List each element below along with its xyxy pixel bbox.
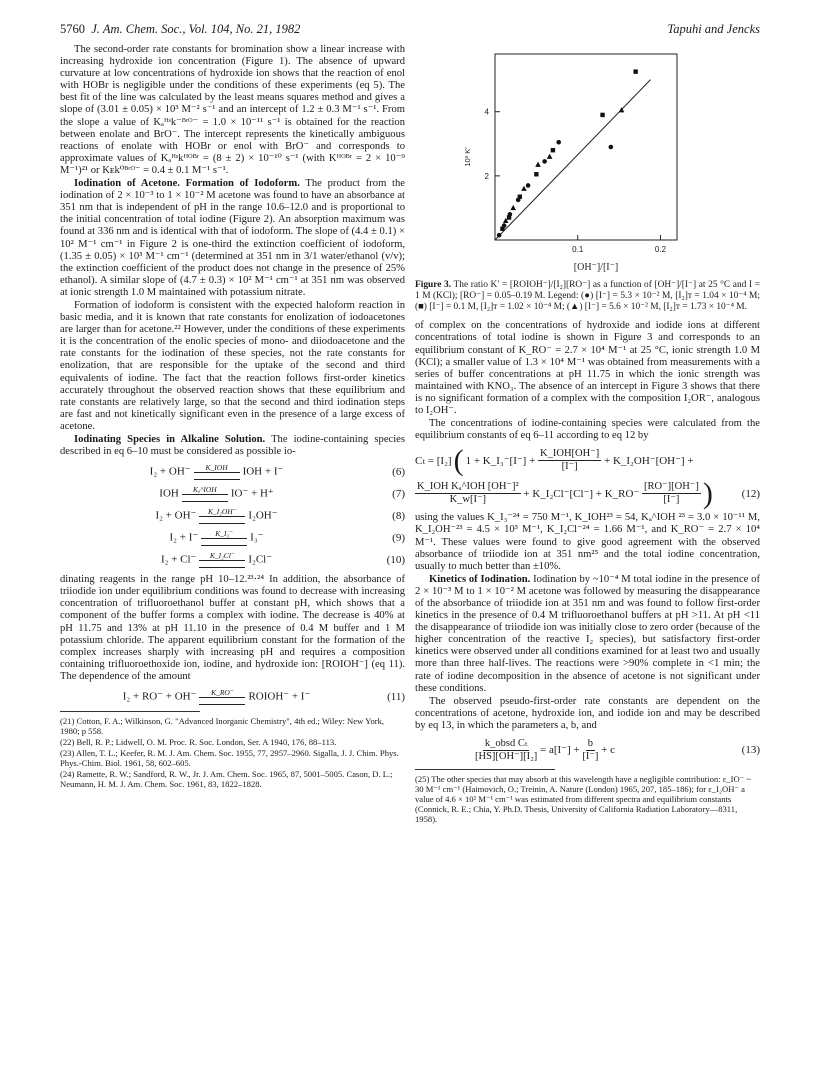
x-tick-label: 0.1	[572, 245, 584, 254]
eq-rhs: I₂Cl⁻	[248, 553, 273, 566]
data-point-square	[507, 215, 511, 219]
left-column	[60, 44, 405, 790]
figure-label: Figure 3.	[415, 280, 452, 290]
eq-lhs: IOH	[159, 487, 179, 500]
footnotes	[60, 716, 405, 789]
journal-citation: J. Am. Chem. Soc., Vol. 104, No. 21, 1982	[91, 22, 301, 36]
section-heading: Iodinating Species in Alkaline Solution.	[74, 434, 266, 445]
left-bracket: (	[453, 443, 464, 477]
equilibrium-arrow	[201, 530, 247, 546]
eq-lhs: I₂ + RO⁻ + OH⁻	[122, 690, 197, 703]
x-axis-label: [OH⁻]/[I⁻]	[573, 262, 619, 273]
footnote: (21) Cotton, F. A.; Wilkinson, G. "Advanced Inorganic Chemistry", 4th ed.; Wiley: New York, 1980; p 558.	[60, 716, 385, 737]
denominator: [HS][OH⁻][I₂]	[475, 751, 538, 763]
numerator: K_IOH[OH⁻]	[540, 448, 600, 460]
eq12-line-1	[415, 443, 760, 477]
data-point-triangle	[510, 205, 516, 210]
fraction	[475, 738, 537, 763]
paragraph-text: The product from the iodination of 2 × 10⁻³ to 1 × 10⁻² M acetone was found to have an absorbance at 351 nm that is independent of pH in the range 10.6–12.0 and is proportional to the initial concentration of total iodine (Figure 2). An absorption maximum was found at 336 nm and is identical with that of iodoform. The slope of (4.4 ± 0.1) × 10² M⁻¹ cm⁻¹ in Figure 2 is one-third the extinction coefficient of iodoform, (1.35 ± 0.05) × 10³ M⁻¹ cm⁻¹ (determined at 351 nm in 3/1 water/ethanol (v/v); the extinction coefficient of the product does not change in the presence of 25% ethanol). A similar slope of (4.7 ± 0.3) × 10² M⁻¹ cm⁻¹ at 351 nm was observed at ionic strength 1.0 M maintained with potassium nitrate.	[60, 178, 405, 298]
numerator: [RO⁻][OH⁻]	[644, 481, 699, 493]
data-point-square	[500, 227, 504, 231]
equation-12	[415, 443, 760, 510]
equation-11	[60, 689, 405, 705]
paragraph: using the values K_I₃⁻²⁴ = 750 M⁻¹, K_IOH²³ = 54, Kₐ^IOH ²³ = 3.0 × 10⁻¹¹ M, K_I₂OH⁻²³ = 4.5 × 10³ M⁻¹, K_I₂Cl⁻²⁴ = 1.66 M⁻¹, and K_RO⁻ = 2.7 × 10⁴ M⁻¹. These values were found to give good agreement with the observed absorbance of triiodide ion at 351 nm²⁵ and the total iodine concentration, usually to much better than ±10%.	[415, 512, 760, 572]
paragraph-text: The iodine-containing species described in eq 6–10 must be considered as possible io-	[60, 434, 405, 458]
fraction	[538, 448, 601, 473]
fraction	[415, 481, 521, 506]
data-point-triangle	[535, 162, 541, 167]
data-point-square	[551, 148, 555, 152]
numerator: K_IOH Kₐ^IOH [OH⁻]²	[417, 481, 519, 493]
denominator: K_w[I⁻]	[449, 494, 487, 506]
eq-term: 1 + K_I₃⁻[I⁻] +	[465, 454, 536, 467]
figure-caption	[415, 280, 760, 312]
footnote-rule	[60, 711, 200, 712]
fraction	[642, 481, 701, 506]
right-bracket: )	[702, 476, 713, 510]
equilibrium-arrow	[199, 508, 245, 524]
footnotes	[415, 774, 760, 824]
eq-term: + K_I₂Cl⁻[Cl⁻] + K_RO⁻	[523, 487, 640, 500]
equation-9	[60, 530, 405, 546]
eq-constant: K_IOH	[205, 463, 228, 473]
eq-number: (9)	[392, 532, 405, 545]
y-tick-label: 2	[484, 171, 489, 181]
eq-number: (6)	[392, 466, 405, 479]
paragraph: The second-order rate constants for bromination show a linear increase with increasing hydroxide ion concentration (Figure 1). The absence of upward curvature at low concentrations of hydroxide ion shows that the reaction of enol with HOBr is negligible under the conditions of these experiments (eq 5). The best fit of the line was calculated by the least means squares method and gives a slope of (3.01 ± 0.05) × 10³ M⁻² s⁻¹ and an intercept of 1.2 ± 0.3 M⁻¹ s⁻¹. From the slope a value of Kₐᴴˢk⁻ᴮʳᴼ⁻ = 1.0 × 10⁻¹¹ s⁻¹ is obtained for the reaction between enolate and BrO⁻. The intercept represents the kinetically ambiguous reactions of enolate with HOBr or enol with BrO⁻ and corresponds to approximate values of Kₐᴴˢkᴴᴼᴮʳ = (8 ± 2) × 10⁻¹⁰ s⁻¹ (with Kᴴᴼᴮʳ = 2 × 10⁻⁹ M⁻¹)²¹ or Kᴇk⁰ᴮʳᴼ⁻ = 0.4 ± 0.1 M⁻¹ s⁻¹.	[60, 44, 405, 176]
paragraph-text: Iodination by ~10⁻⁴ M total iodine in the presence of 2 × 10⁻³ M to 1 × 10⁻² M acetone was followed by measuring the disappearance of the absorbance of triiodide ion at 351 nm and was found to follow first-order kinetics in the presence of 0.4 M trifluoroethanol buffers at pH >11. At pH <11 the disappearance of triiodide ion was initially close to zero order (because of the higher concentration of the reactive I₂ species), but satisfactory first-order kinetics were observed under all conditions examined for at least two and usually more than three half-lives. The reactions were >90% complete in <1 min; the rate of iodine decomposition in the absence of acetone is not significant under these conditions.	[415, 573, 760, 694]
numerator: k_obsd Cₜ	[484, 738, 528, 750]
eq-rhs: I₂OH⁻	[248, 509, 278, 522]
footnote: (22) Bell, R. P.; Lidwell, O. M. Proc. R. Soc. London, Ser. A 1940, 176, 88–113.	[60, 737, 337, 748]
paragraph: The observed pseudo-first-order rate constants are dependent on the concentrations of acetone, hydroxide ion, and iodide ion and may be described by eq 13, in which the parameters a, b, and	[415, 695, 760, 731]
equilibrium-arrow	[194, 464, 240, 480]
equation-8	[60, 508, 405, 524]
numerator: b	[587, 738, 594, 750]
data-point-circle	[556, 140, 561, 145]
eq-number: (8)	[392, 510, 405, 523]
y-axis-label: 10³ K′	[463, 147, 472, 167]
equilibrium-arrow	[199, 689, 245, 705]
footnote: (23) Allen, T. L.; Keefer, R. M. J. Am. Chem. Soc. 1955, 77, 2957–2960. Sigalla, J. J. Chim. Phys. Phys.-Chim. Biol. 1961, 58, 602–605.	[60, 748, 399, 769]
data-point-square	[600, 113, 604, 117]
scatter-chart	[415, 44, 760, 276]
eq-rhs: I₃⁻	[250, 531, 264, 544]
paragraph	[60, 434, 405, 458]
equation-6	[60, 464, 405, 480]
footnote: (24) Ramette, R. W.; Sandford, R. W., Jr. J. Am. Chem. Soc. 1965, 87, 5001–5005. Cason, D. L.; Neumann, H. M. J. Am. Chem. Soc. 1961, 83, 1822–1828.	[60, 769, 393, 790]
data-point-circle	[497, 233, 502, 238]
equilibrium-arrow	[182, 486, 228, 502]
eq-number: (13)	[741, 744, 760, 757]
eq-term: + c	[601, 744, 616, 757]
fraction	[582, 738, 598, 763]
denominator: [I⁻]	[582, 751, 599, 763]
fit-line	[495, 80, 651, 240]
data-point-square	[518, 195, 522, 199]
denominator: [I⁻]	[663, 494, 680, 506]
eq12-line-2	[415, 476, 760, 510]
footnote: (25) The other species that may absorb at this wavelength have a negligible contribution: ε_IO⁻ ~ 30 M⁻¹ cm⁻¹ (Haimovich, O.; Treinin, A. Nature (London) 1965, 207, 185–186); for ε_I₂OH⁻ a value of 4.6 × 10² M⁻¹ cm⁻¹ was estimated from different spectra and equilibrium constants (Connick, R. E.; Chia, Y. Ph.D. Thesis, University of California Radiation Laboratory—8311, 1958).	[415, 774, 752, 825]
eq-constant: K_I₂Cl⁻	[209, 551, 235, 561]
eq-number: (11)	[387, 690, 405, 703]
paragraph: of complex on the concentrations of hydroxide and iodide ions at different concentrations of total iodine is shown in Figure 3 and corresponds to an equilibrium constant of K_RO⁻ = 2.7 × 10⁴ M⁻¹ at 25 °C, ionic strength 1.0 M (KCl); a smaller value of 1.3 × 10⁴ M⁻¹ was obtained from measurements with a series of buffer concentrations at pH 11.75 in which the ionic strength was maintained with KNO₃. The absence of an intercept in Figure 3 shows that there is no significant formation of a complex with the composition I₂OR⁻, analogous to I₂OH⁻.	[415, 320, 760, 417]
paragraph	[60, 178, 405, 299]
paragraph	[415, 574, 760, 695]
paragraph: dinating reagents in the range pH 10–12.²³·²⁴ In addition, the absorbance of triiodide ion under equilibrium conditions was found to decrease with increasing concentration of trifluoroethanol buffer at constant pH, which shows that a component of the buffer forms a complex with iodine. The decrease is 40% at pH 11.75 and 13% at pH 11.10 in the presence of 0.4 M buffer and 1 M potassium chloride. The apparent equilibrium constant for the formation of the complex increases sharply with increasing pH and requires a composition containing trifluoroethoxide ion, iodine, and hydroxide ion: [ROIOH⁻] (eq 11). The dependence of the amount	[60, 574, 405, 682]
figure-3	[415, 44, 760, 276]
eq-number: (10)	[386, 554, 405, 567]
data-point-circle	[609, 145, 614, 150]
eq-lhs: Cₜ = [I₂]	[415, 454, 452, 467]
data-point-circle	[526, 183, 531, 188]
section-heading: Iodination of Acetone. Formation of Iodoform.	[74, 178, 300, 190]
eq-lhs: I₂ + OH⁻	[155, 509, 197, 522]
data-point-circle	[542, 159, 547, 164]
running-head	[60, 22, 300, 37]
y-tick-label: 4	[484, 107, 489, 117]
eq-lhs: I₂ + OH⁻	[149, 465, 191, 478]
eq-number: (7)	[392, 488, 405, 501]
eq-number: (12)	[741, 487, 760, 500]
equation-7	[60, 486, 405, 502]
eq-constant: K_I₃⁻	[215, 529, 234, 539]
eq-constant: K_I₂OH⁻	[208, 507, 237, 517]
paragraph: Formation of iodoform is consistent with the expected haloform reaction in basic media, and it is known that rate constants for enolization of iodoacetones are larger than for acetone.²² However, under the conditions of these experiments it is the concentration of the enolic species of mono- and diiodoacetone and the rate constants for the iodination of these species, not the rate constants for enolization, that are responsible for the uptake of the second and third equivalents of iodine. The fact that the reaction follows first-order kinetics accurately throughout the observed reaction shows that these equilibrium and rate constants are relatively large, so that the second and third iodination steps are fast and not kinetically significant even in the presence of a large excess of acetone.	[60, 299, 405, 432]
denominator: [I⁻]	[561, 461, 578, 473]
page-header	[60, 22, 760, 38]
data-point-square	[633, 69, 637, 73]
eq-lhs: I₂ + Cl⁻	[160, 553, 197, 566]
equation-13	[415, 738, 760, 763]
eq-rhs: IO⁻ + H⁺	[230, 487, 274, 500]
caption-text: The ratio K′ = [ROIOH⁻]/[I₂][RO⁻] as a function of [OH⁻]/[I⁻] at 25 °C and I = 1 M (KCl); [RO⁻] = 0.05–0.19 M. Legend: (●) [I⁻] = 5.3 × 10⁻² M, [I₂]ᴛ = 1.04 × 10⁻⁴ M; (■) [I⁻] = 0.1 M, [I₂]ᴛ = 1.02 × 10⁻⁴ M; (▲) [I⁻] = 5.6 × 10⁻² M, [I₂]ᴛ = 1.73 × 10⁻⁴ M.	[415, 280, 760, 312]
section-heading: Kinetics of Iodination.	[429, 573, 531, 585]
eq-lhs: I₂ + I⁻	[169, 531, 199, 544]
eq-constant: Kₐ^IOH	[192, 485, 217, 495]
eq-constant: K_RO⁻	[211, 688, 234, 698]
eq-rhs: ROIOH⁻ + I⁻	[248, 690, 311, 703]
eq-rhs: IOH + I⁻	[242, 465, 284, 478]
data-point-triangle	[521, 186, 527, 191]
paragraph: The concentrations of iodine-containing species were calculated from the equilibrium constants of eq 6–11 according to eq 12 by	[415, 418, 760, 442]
right-column	[415, 44, 760, 825]
equation-10	[60, 552, 405, 568]
eq-term: + K_I₂OH⁻[OH⁻] +	[603, 454, 694, 467]
eq-term: = a[I⁻] +	[540, 744, 580, 757]
equilibrium-arrow	[199, 552, 245, 568]
x-tick-label: 0.2	[654, 245, 667, 254]
page-number: 5760	[60, 22, 85, 36]
data-point-square	[534, 172, 538, 176]
footnote-rule	[415, 769, 555, 770]
author-names: Tapuhi and Jencks	[667, 22, 760, 36]
data-point-triangle	[547, 154, 553, 159]
